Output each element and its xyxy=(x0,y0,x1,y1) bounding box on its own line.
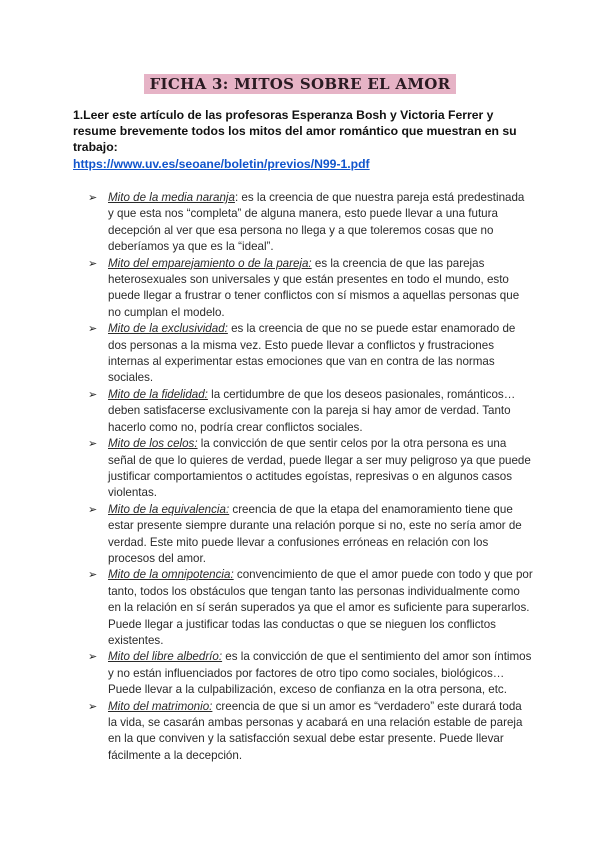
arrow-bullet-icon: ➢ xyxy=(88,438,98,451)
myth-description: la convicción de que sentir celos por la otra persona es una señal de que lo quieres de verdad, puede llegar a ser muy peligroso ya que puede justificar comportamientos o actitudes egoístas, represivas o en algunos casos violentas. xyxy=(108,437,531,500)
myth-description: es la creencia de que las parejas heterosexuales son universales y que están presentes en todo el mundo, esto puede llegar a frustrar o tener conflictos con sí mismos a aquellas personas que no cumplan el modelo. xyxy=(108,256,520,319)
article-link[interactable]: https://www.uv.es/seoane/boletin/previos/N99-1.pdf xyxy=(73,157,370,171)
arrow-bullet-icon: ➢ xyxy=(88,388,98,401)
arrow-bullet-icon: ➢ xyxy=(88,503,98,516)
myth-name: Mito del matrimonio: xyxy=(108,699,213,713)
myth-description: es la creencia de que no se puede estar enamorado de dos personas a la misma vez. Esto puede llevar a conflictos y frustraciones internas al experimentar estas emociones que van en contra de las normas sociales. xyxy=(108,322,516,385)
page-title: FICHA 3: MITOS SOBRE EL AMOR xyxy=(144,74,457,94)
myth-description: creencia de que si un amor es “verdadero” este durará toda la vida, se casarán ambas personas y acabará en una relación estable de pareja en la que conviven y la satisfacción sexual debe estar presente. Puede llevar fácilmente a la decepción. xyxy=(108,699,523,762)
myth-description: creencia de que la etapa del enamoramiento tiene que estar presente siempre durante una relación porque si no, este no sería amor de verdad. Este mito puede llevar a confusiones erróneas en relación con los procesos del amor. xyxy=(108,502,522,565)
myth-item-exclusividad xyxy=(88,321,533,387)
myth-item-fidelidad xyxy=(88,387,533,436)
myth-item-media-naranja xyxy=(88,190,533,256)
myth-description: : es la creencia de que nuestra pareja está predestinada y que esta nos “completa” de alguna manera, esto puede llevar a una futura decepción al ver que esa persona no llega y a que toleremos cosas que no deberíamos ya que es la “ideal”. xyxy=(108,191,525,254)
arrow-bullet-icon: ➢ xyxy=(88,257,98,270)
arrow-bullet-icon: ➢ xyxy=(88,651,98,664)
myth-name: Mito de la media naranja xyxy=(108,191,235,204)
myth-name: Mito de la exclusividad: xyxy=(108,322,228,336)
myth-name: Mito de la equivalencia: xyxy=(108,502,230,516)
myth-description: la certidumbre de que los deseos pasionales, románticos… deben satisfacerse exclusivamente con la pareja si hay amor de verdad. Tanto hacerlo como no, podría crear conflictos sociales. xyxy=(108,387,516,434)
arrow-bullet-icon: ➢ xyxy=(88,569,98,582)
myth-description: convencimiento de que el amor puede con todo y que por tanto, todos los obstáculos que tengan tanto las personas individualmente como en la relación en sí serán superados ya que el amor es suficiente para superarlos. Puede llegar a justificar todas las conductas o que se nieguen los conflictos existentes. xyxy=(108,568,533,647)
myth-name: Mito de los celos: xyxy=(108,437,198,451)
arrow-bullet-icon: ➢ xyxy=(88,323,98,336)
title-container xyxy=(0,74,600,94)
myth-description: es la convicción de que el sentimiento del amor son íntimos y no están influenciados por factores de otro tipo como sociales, biológicos… Puede llevar a la culpabilización, exceso de confianza en la otra persona, etc. xyxy=(108,650,532,697)
arrow-bullet-icon: ➢ xyxy=(88,700,98,713)
myth-item-matrimonio xyxy=(88,699,533,765)
myth-item-celos xyxy=(88,436,533,502)
myth-name: Mito del emparejamiento o de la pareja: xyxy=(108,256,312,270)
instructions-text: 1.Leer este artículo de las profesoras Esperanza Bosh y Victoria Ferrer y resume brevemente todos los mitos del amor romántico que muestran en su trabajo: xyxy=(73,108,517,154)
myth-name: Mito de la omnipotencia: xyxy=(108,568,234,582)
myth-name: Mito de la fidelidad: xyxy=(108,387,208,401)
myth-item-omnipotencia xyxy=(88,567,533,649)
myth-item-emparejamiento xyxy=(88,256,533,322)
myths-list xyxy=(88,190,533,764)
arrow-bullet-icon: ➢ xyxy=(88,192,98,204)
myth-item-equivalencia xyxy=(88,502,533,568)
myth-name: Mito del libre albedrío: xyxy=(108,650,223,664)
myth-item-libre-albedrio xyxy=(88,649,533,698)
